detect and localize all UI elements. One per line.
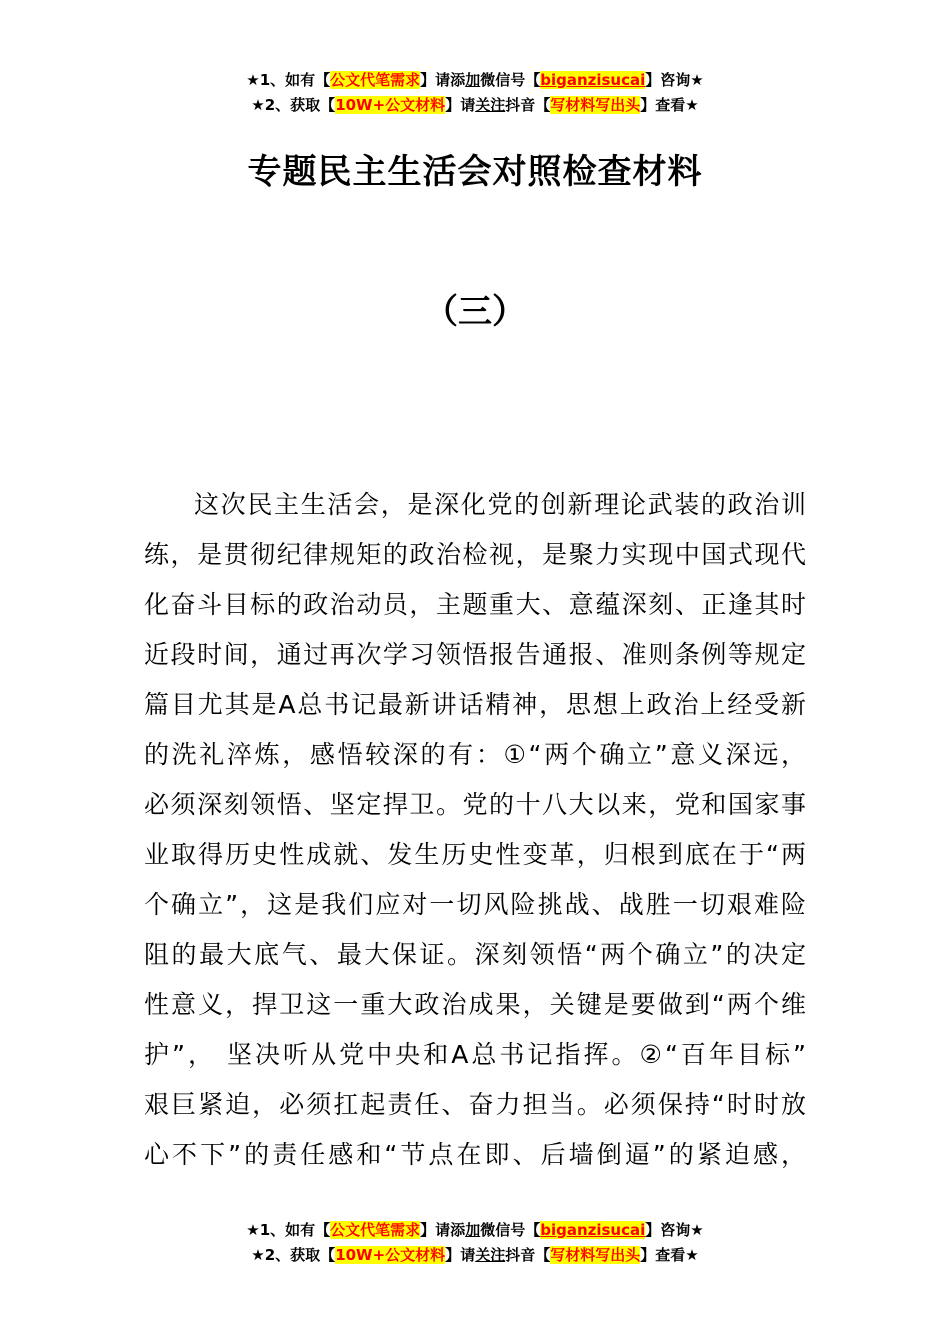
banner-text: 抖音【: [505, 1246, 551, 1264]
wechat-id-link[interactable]: biganzisucai: [540, 1221, 646, 1239]
body-line: 必须深刻领悟、坚定捍卫。党的十八大以来，党和国家事: [144, 790, 806, 819]
body-line: 业取得历史性成就、发生历史性变革，归根到底在于“两: [144, 840, 806, 869]
body-line: 篇目尤其是A总书记最新讲话精神，思想上政治上经受新: [144, 690, 806, 719]
body-line: 练，是贯彻纪律规矩的政治检视，是聚力实现中国式现代: [144, 540, 806, 569]
banner-underlined-text: 关注: [475, 1246, 506, 1264]
banner-text: ★1、如有【: [246, 1221, 331, 1239]
body-line: 阻的最大底气、最大保证。深刻领悟“两个确立”的决定: [144, 940, 806, 969]
banner-text: 抖音【: [505, 96, 551, 114]
banner-text: 微信号【: [480, 1221, 541, 1239]
body-line: 这次民主生活会，是深化党的创新理论武装的政治训: [194, 490, 806, 519]
body-line: 近段时间，通过再次学习领悟报告通报、准则条例等规定: [144, 640, 806, 669]
banner-line-1: [0, 1218, 950, 1243]
highlight-service: 公文代笔需求: [330, 1221, 421, 1239]
banner-text: ★2、获取【: [251, 96, 336, 114]
banner-line-2: [0, 93, 950, 118]
banner-line-1: [0, 68, 950, 93]
banner-text: 微信号【: [480, 71, 541, 89]
banner-text: ★1、如有【: [246, 71, 331, 89]
highlight-service: 公文代笔需求: [330, 71, 421, 89]
banner-line-2: [0, 1243, 950, 1268]
body-line: 艰巨紧迫，必须扛起责任、奋力担当。必须保持“时时放: [144, 1090, 806, 1119]
body-line: 化奋斗目标的政治动员，主题重大、意蕴深刻、正逢其时: [144, 590, 806, 619]
document-subtitle: （三）: [424, 292, 526, 332]
highlight-douyin: 写材料写出头: [550, 96, 641, 114]
body-line: 心不下”的责任感和“节点在即、后墙倒逼”的紧迫感，: [144, 1140, 806, 1169]
wechat-id-link[interactable]: biganzisucai: [540, 71, 646, 89]
banner-underlined-text: 加: [465, 71, 481, 89]
body-line: 护”， 坚决听从党中央和A总书记指挥。②“百年目标”: [144, 1040, 806, 1069]
banner-text: 】查看★: [640, 96, 699, 114]
banner-text: 】咨询★: [645, 71, 704, 89]
banner-text: 】请: [445, 96, 476, 114]
header-banner: [0, 68, 950, 118]
footer-banner: [0, 1218, 950, 1268]
banner-text: 】请: [445, 1246, 476, 1264]
banner-text: ★2、获取【: [251, 1246, 336, 1264]
highlight-materials: 10W+公文材料: [335, 96, 446, 114]
body-line: 的洗礼淬炼，感悟较深的有：①“两个确立”意义深远，: [144, 740, 806, 769]
banner-text: 】请添: [420, 71, 466, 89]
document-title: 专题民主生活会对照检查材料: [247, 152, 703, 192]
banner-underlined-text: 加: [465, 1221, 481, 1239]
banner-underlined-text: 关注: [475, 96, 506, 114]
banner-text: 】请添: [420, 1221, 466, 1239]
banner-text: 】查看★: [640, 1246, 699, 1264]
banner-text: 】咨询★: [645, 1221, 704, 1239]
highlight-materials: 10W+公文材料: [335, 1246, 446, 1264]
document-body: [144, 480, 806, 1180]
body-line: 个确立”，这是我们应对一切风险挑战、战胜一切艰难险: [144, 890, 806, 919]
body-line: 性意义，捍卫这一重大政治成果，关键是要做到“两个维: [144, 990, 806, 1019]
highlight-douyin: 写材料写出头: [550, 1246, 641, 1264]
